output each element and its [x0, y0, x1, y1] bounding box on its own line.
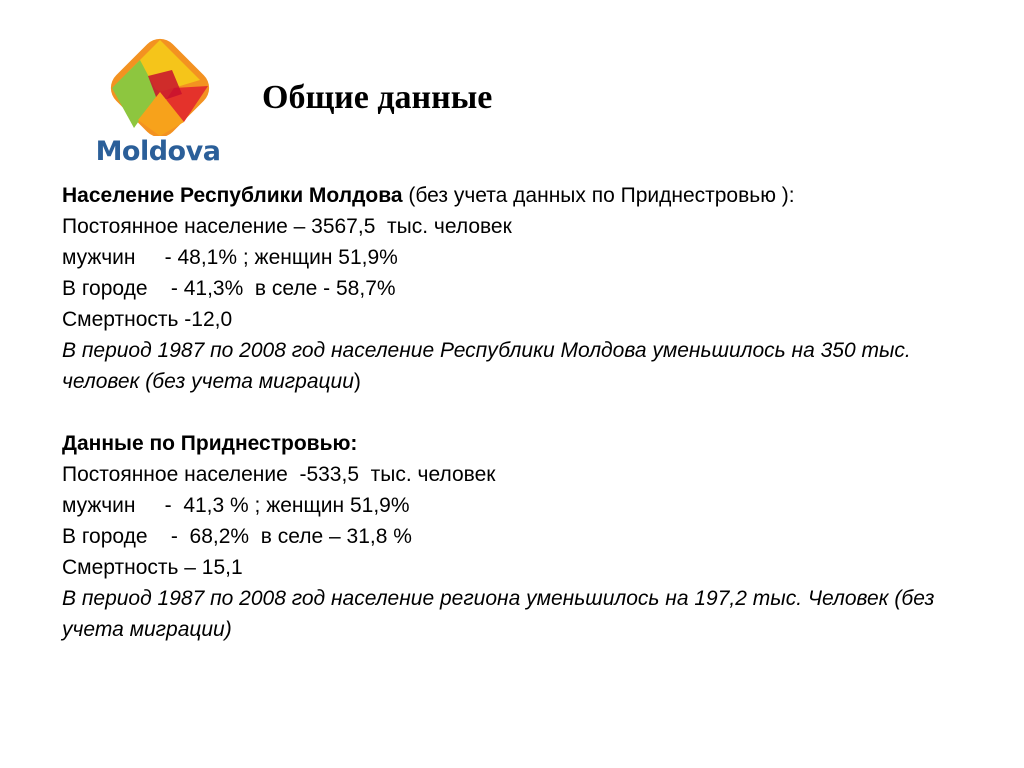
moldova-decline-text: В период 1987 по 2008 год население Республики Молдова уменьшилось на 350 тыс. человек (без учета миграции — [62, 339, 911, 393]
transnistria-urban: В городе - 68,2% в селе – 31,8 % — [62, 525, 412, 548]
moldova-gender: мужчин - 48,1% ; женщин 51,9% — [62, 246, 398, 269]
transnistria-gender: мужчин - 41,3 % ; женщин 51,9% — [62, 494, 410, 517]
transnistria-decline: В период 1987 по 2008 год население региона уменьшилось на 197,2 тыс. Человек (без учета миграции) — [62, 587, 935, 641]
moldova-population: Постоянное население – 3567,5 тыс. человек — [62, 215, 512, 238]
moldova-heading-note: (без учета данных по Приднестровью ): — [402, 184, 795, 207]
moldova-decline-close: ) — [353, 370, 361, 393]
page-title: Общие данные — [262, 79, 493, 116]
section-gap — [62, 397, 962, 428]
moldova-urban: В городе - 41,3% в селе - 58,7% — [62, 277, 396, 300]
transnistria-population: Постоянное население -533,5 тыс. человек — [62, 463, 496, 486]
transnistria-heading: Данные по Приднестровью: — [62, 432, 358, 455]
moldova-heading-line — [62, 180, 962, 211]
moldova-logo — [88, 36, 233, 174]
transnistria-mortality: Смертность – 15,1 — [62, 556, 243, 579]
moldova-logo-mark-icon — [88, 36, 233, 136]
content-body — [62, 180, 962, 645]
moldova-mortality: Смертность -12,0 — [62, 308, 233, 331]
logo-text: Moldova — [95, 136, 221, 167]
moldova-decline — [62, 335, 942, 397]
moldova-heading: Население Республики Молдова — [62, 184, 403, 207]
